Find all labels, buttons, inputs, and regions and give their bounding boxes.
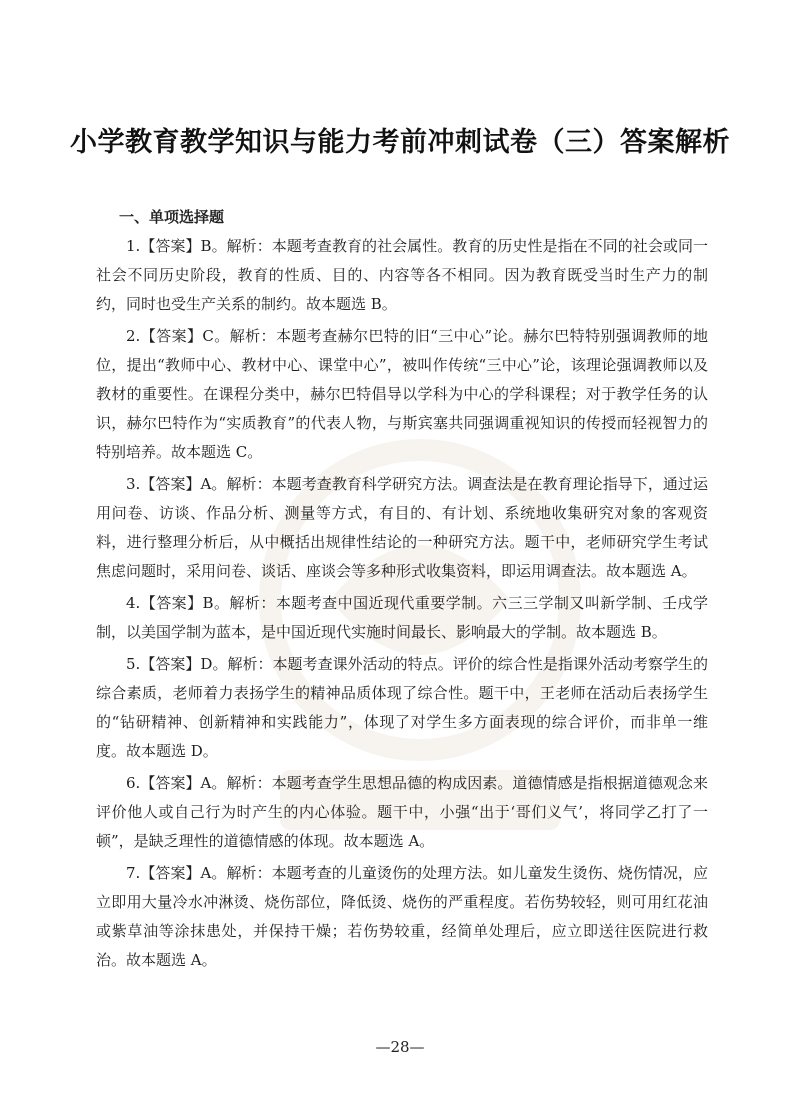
answer-item-4 (96, 589, 708, 647)
answer-item-1 (96, 232, 708, 319)
answer-label: 2.【答案】C。 (126, 327, 230, 345)
document-title: 小学教育教学知识与能力考前冲刺试卷（三）答案解析 (70, 127, 730, 158)
answer-item-3 (96, 470, 708, 586)
answer-text: 解析：本题考查学生思想品德的构成因素。道德情感是指根据道德观念来评价他人或自己行为时产生的内心体验。题干中，小强“出于‘哥们义气’，将同学乙打了一顿”，是缺乏理性的道德情感的体现。故本题选 A。 (96, 774, 708, 850)
answer-label: 6.【答案】A。 (126, 774, 227, 792)
answer-item-5 (96, 650, 708, 766)
answer-item-2 (96, 322, 708, 467)
answer-item-6 (96, 769, 708, 856)
answer-label: 4.【答案】B。 (126, 594, 230, 612)
answer-text: 解析：本题考查的儿童烫伤的处理方法。如儿童发生烫伤、烧伤情况，应立即用大量冷水冲淋烫、烧伤部位，降低烫、烧伤的严重程度。若伤势较轻，则可用红花油或紫草油等涂抹患处，并保持干燥；若伤势较重，经简单处理后，应立即送往医院进行救治。故本题选 A。 (96, 864, 708, 969)
answer-list (96, 232, 708, 978)
answer-item-7 (96, 859, 708, 975)
answer-text: 解析：本题考查课外活动的特点。评价的综合性是指课外活动考察学生的综合素质，老师着力表扬学生的精神品质体现了综合性。题干中，王老师在活动后表扬学生的“钻研精神、创新精神和实践能力”，体现了对学生多方面表现的综合评价，而非单一维度。故本题选 D。 (96, 655, 708, 760)
answer-text: 解析：本题考查教育科学研究方法。调查法是在教育理论指导下，通过运用问卷、访谈、作品分析、测量等方式，有目的、有计划、系统地收集研究对象的客观资料，进行整理分析后，从中概括出规律性结论的一种研究方法。题干中，老师研究学生考试焦虑问题时，采用问卷、谈话、座谈会等多种形式收集资料，即运用调查法。故本题选 A。 (96, 475, 708, 580)
page-number: —28— (375, 1038, 425, 1056)
answer-label: 5.【答案】D。 (126, 655, 228, 673)
answer-label: 7.【答案】A。 (126, 864, 227, 882)
section-heading: 一、单项选择题 (119, 208, 225, 226)
answer-text: 解析：本题考查教育的社会属性。教育的历史性是指在不同的社会或同一社会不同历史阶段，教育的性质、目的、内容等各不相同。因为教育既受当时生产力的制约，同时也受生产关系的制约。故本题选 B。 (96, 237, 708, 313)
answer-text: 解析：本题考查赫尔巴特的旧“三中心”论。赫尔巴特特别强调教师的地位，提出“教师中心、教材中心、课堂中心”，被叫作传统“三中心”论，该理论强调教师以及教材的重要性。在课程分类中，赫尔巴特倡导以学科为中心的学科课程；对于教学任务的认识，赫尔巴特作为“实质教育”的代表人物，与斯宾塞共同强调重视知识的传授而轻视智力的特别培养。故本题选 C。 (96, 327, 708, 461)
answer-text: 解析：本题考查中国近现代重要学制。六三三学制又叫新学制、壬戌学制，以美国学制为蓝本，是中国近现代实施时间最长、影响最大的学制。故本题选 B。 (96, 594, 708, 641)
answer-label: 3.【答案】A。 (126, 475, 227, 493)
answer-label: 1.【答案】B。 (126, 237, 227, 255)
